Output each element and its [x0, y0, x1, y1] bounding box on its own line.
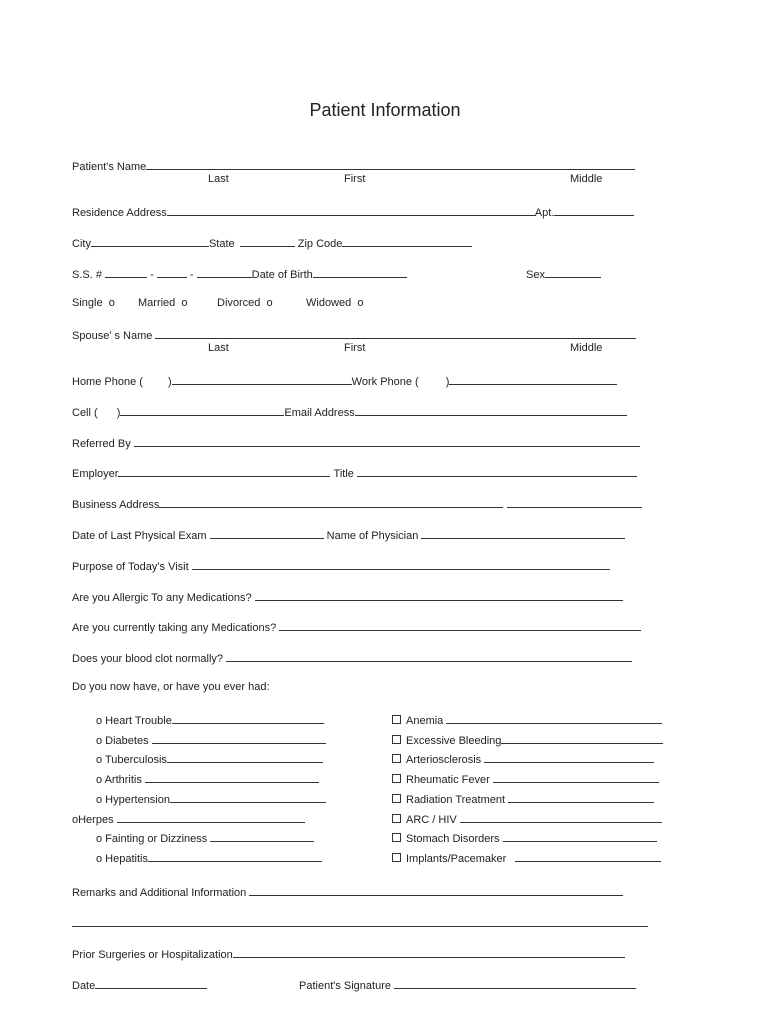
allergic-label: Are you Allergic To any Medications? [72, 592, 252, 604]
zip-label: Zip Code [297, 238, 343, 250]
surgeries-field[interactable] [233, 946, 625, 958]
patient-name-label: Patient's Name [72, 161, 147, 173]
hepatitis-label[interactable]: o Hepatitis [96, 853, 148, 865]
implants-pacemaker-field[interactable] [515, 850, 661, 862]
excessive-bleeding-label: Excessive Bleeding [406, 735, 502, 747]
stomach-disorders-field[interactable] [503, 830, 657, 842]
heart-trouble-field[interactable] [172, 712, 324, 724]
exam-date-field[interactable] [210, 527, 324, 539]
purpose-field[interactable] [192, 558, 610, 570]
city-row [72, 235, 472, 250]
hypertension-field[interactable] [170, 791, 326, 803]
married-radio[interactable]: o [181, 297, 188, 309]
married-label: Married [138, 297, 176, 309]
taking-row [72, 619, 641, 634]
remarks-field[interactable] [249, 884, 623, 896]
employer-label: Employer [72, 468, 119, 480]
herpes-label[interactable]: oHerpes [72, 814, 114, 826]
rheumatic-fever-field[interactable] [493, 771, 659, 783]
heart-trouble-label[interactable]: o Heart Trouble [96, 715, 172, 727]
title-field[interactable] [357, 465, 637, 477]
physician-label: Name of Physician [326, 530, 419, 542]
state-label: State [208, 238, 235, 250]
work-phone-field[interactable] [449, 373, 617, 385]
employer-row [72, 465, 637, 480]
allergic-row [72, 589, 623, 604]
home-phone-label: Home Phone ( [72, 376, 143, 388]
stomach-disorders-checkbox[interactable] [392, 833, 401, 842]
date-field[interactable] [95, 977, 207, 989]
blood-field[interactable] [226, 650, 632, 662]
history-left-4 [96, 791, 326, 806]
remarks-label: Remarks and Additional Information [72, 887, 247, 899]
date-label: Date [72, 980, 96, 992]
patient-name-field[interactable] [146, 158, 635, 170]
blood-row [72, 650, 632, 665]
patient-name-last-caption: Last [208, 173, 229, 185]
ss-part3-field[interactable] [197, 266, 252, 278]
date-row [72, 977, 207, 992]
history-left-1 [96, 732, 326, 747]
cell-label: Cell ( [72, 407, 98, 419]
remarks-field-2[interactable] [72, 915, 648, 927]
signature-row [299, 977, 636, 992]
history-left-7 [96, 850, 322, 865]
physician-field[interactable] [421, 527, 625, 539]
zip-field[interactable] [342, 235, 472, 247]
ss-part1-field[interactable] [105, 266, 147, 278]
history-left-5 [72, 811, 305, 826]
stomach-disorders-label: Stomach Disorders [406, 833, 500, 845]
taking-label: Are you currently taking any Medications? [72, 622, 277, 634]
patient-name-row [72, 158, 635, 173]
business-field[interactable] [159, 496, 503, 508]
tuberculosis-field[interactable] [167, 751, 323, 763]
patient-name-middle-caption: Middle [570, 173, 603, 185]
signature-field[interactable] [394, 977, 636, 989]
cell-phone-field[interactable] [120, 404, 284, 416]
history-right-3 [392, 771, 659, 786]
herpes-field[interactable] [117, 811, 305, 823]
cell-area-code-field[interactable] [101, 404, 117, 416]
work-phone-label: Work Phone ( [351, 376, 419, 388]
taking-field[interactable] [279, 619, 641, 631]
history-left-0 [96, 712, 324, 727]
ss-row [72, 266, 407, 281]
fainting-field[interactable] [210, 830, 314, 842]
history-label: Do you now have, or have you ever had: [72, 681, 270, 693]
email-label: Email Address [284, 407, 355, 419]
spouse-name-row [72, 327, 636, 342]
residence-row [72, 204, 634, 219]
history-left-3 [96, 771, 319, 786]
spouse-name-field[interactable] [155, 327, 636, 339]
radiation-treatment-checkbox[interactable] [392, 794, 401, 803]
ss-part2-field[interactable] [157, 266, 187, 278]
patient-name-first-caption: First [344, 173, 366, 185]
divorced-label: Divorced [217, 297, 261, 309]
rheumatic-fever-label: Rheumatic Fever [406, 774, 490, 786]
purpose-label: Purpose of Today's Visit [72, 561, 189, 573]
ss-dash-2: - [189, 269, 194, 281]
single-label: Single [72, 297, 103, 309]
email-field[interactable] [355, 404, 627, 416]
arc-hiv-checkbox[interactable] [392, 814, 401, 823]
dob-field[interactable] [313, 266, 407, 278]
referred-label: Referred By [72, 438, 131, 450]
history-right-6 [392, 830, 657, 845]
marital-married[interactable] [138, 297, 188, 309]
anemia-field[interactable] [446, 712, 662, 724]
radiation-treatment-label: Radiation Treatment [406, 794, 506, 806]
arteriosclerosis-checkbox[interactable] [392, 754, 401, 763]
apt-label: Apt. [534, 207, 555, 219]
history-right-4 [392, 791, 654, 806]
residence-label: Residence Address [72, 207, 167, 219]
diabetes-label[interactable]: o Diabetes [96, 735, 149, 747]
history-right-0 [392, 712, 662, 727]
purpose-row [72, 558, 610, 573]
remarks-row [72, 884, 623, 899]
history-right-5 [392, 811, 662, 826]
arc-hiv-label: ARC / HIV [406, 814, 457, 826]
widowed-label: Widowed [306, 297, 352, 309]
rheumatic-fever-checkbox[interactable] [392, 774, 401, 783]
radiation-treatment-field[interactable] [508, 791, 654, 803]
sex-row [526, 266, 601, 281]
employer-field[interactable] [118, 465, 330, 477]
spouse-last-caption: Last [208, 342, 229, 354]
ss-label: S.S. # [72, 269, 102, 281]
hepatitis-field[interactable] [148, 850, 322, 862]
history-right-7 [392, 850, 661, 865]
tuberculosis-label[interactable]: o Tuberculosis [96, 754, 167, 766]
fainting-label[interactable]: o Fainting or Dizziness [96, 833, 208, 845]
arc-hiv-field[interactable] [460, 811, 662, 823]
history-right-1 [392, 732, 663, 747]
implants-pacemaker-label: Implants/Pacemaker [406, 853, 507, 865]
business-row [72, 496, 642, 511]
cell-area-close: ) [116, 407, 121, 419]
city-label: City [72, 238, 91, 250]
arteriosclerosis-label: Arteriosclerosis [406, 754, 482, 766]
exam-label: Date of Last Physical Exam [72, 530, 207, 542]
cell-row [72, 404, 627, 419]
anemia-checkbox[interactable] [392, 715, 401, 724]
sex-label: Sex [526, 269, 545, 281]
phone-row [72, 373, 617, 388]
divorced-radio[interactable]: o [266, 297, 273, 309]
spouse-name-label: Spouse' s Name [72, 330, 153, 342]
arthritis-label[interactable]: o Arthritis [96, 774, 142, 786]
arteriosclerosis-field[interactable] [484, 751, 654, 763]
excessive-bleeding-field[interactable] [501, 732, 663, 744]
marital-single[interactable] [72, 297, 115, 309]
surgeries-row [72, 946, 625, 961]
history-left-2 [96, 751, 323, 766]
city-field[interactable] [91, 235, 209, 247]
title-label: Title [333, 468, 354, 480]
home-area-code-field[interactable] [146, 373, 168, 385]
arthritis-field[interactable] [145, 771, 319, 783]
spouse-first-caption: First [344, 342, 366, 354]
work-area-close: ) [445, 376, 450, 388]
history-right-2 [392, 751, 654, 766]
physical-row [72, 527, 625, 542]
work-area-code-field[interactable] [422, 373, 446, 385]
allergic-field[interactable] [255, 589, 623, 601]
home-phone-field[interactable] [172, 373, 352, 385]
spouse-middle-caption: Middle [570, 342, 603, 354]
surgeries-label: Prior Surgeries or Hospitalization [72, 949, 233, 961]
implants-pacemaker-checkbox[interactable] [392, 853, 401, 862]
marital-widowed[interactable] [306, 297, 364, 309]
sex-field[interactable] [545, 266, 601, 278]
ss-dash-1: - [150, 269, 154, 281]
business-field-2[interactable] [507, 496, 642, 508]
excessive-bleeding-checkbox[interactable] [392, 735, 401, 744]
blood-label: Does your blood clot normally? [72, 653, 224, 665]
marital-divorced[interactable] [217, 297, 273, 309]
state-field[interactable] [240, 235, 295, 247]
anemia-label: Anemia [406, 715, 444, 727]
home-area-close: ) [168, 376, 172, 388]
history-left-6 [96, 830, 314, 845]
diabetes-field[interactable] [152, 732, 326, 744]
referred-field[interactable] [134, 435, 640, 447]
referred-row [72, 435, 640, 450]
business-label: Business Address [72, 499, 160, 511]
signature-label: Patient's Signature [299, 980, 391, 992]
single-radio[interactable]: o [108, 297, 115, 309]
apt-field[interactable] [554, 204, 634, 216]
widowed-radio[interactable]: o [357, 297, 364, 309]
remarks-row-2 [72, 915, 648, 930]
residence-field[interactable] [167, 204, 535, 216]
dob-label: Date of Birth [251, 269, 313, 281]
form-title: Patient Information [309, 100, 461, 120]
hypertension-label[interactable]: o Hypertension [96, 794, 170, 806]
